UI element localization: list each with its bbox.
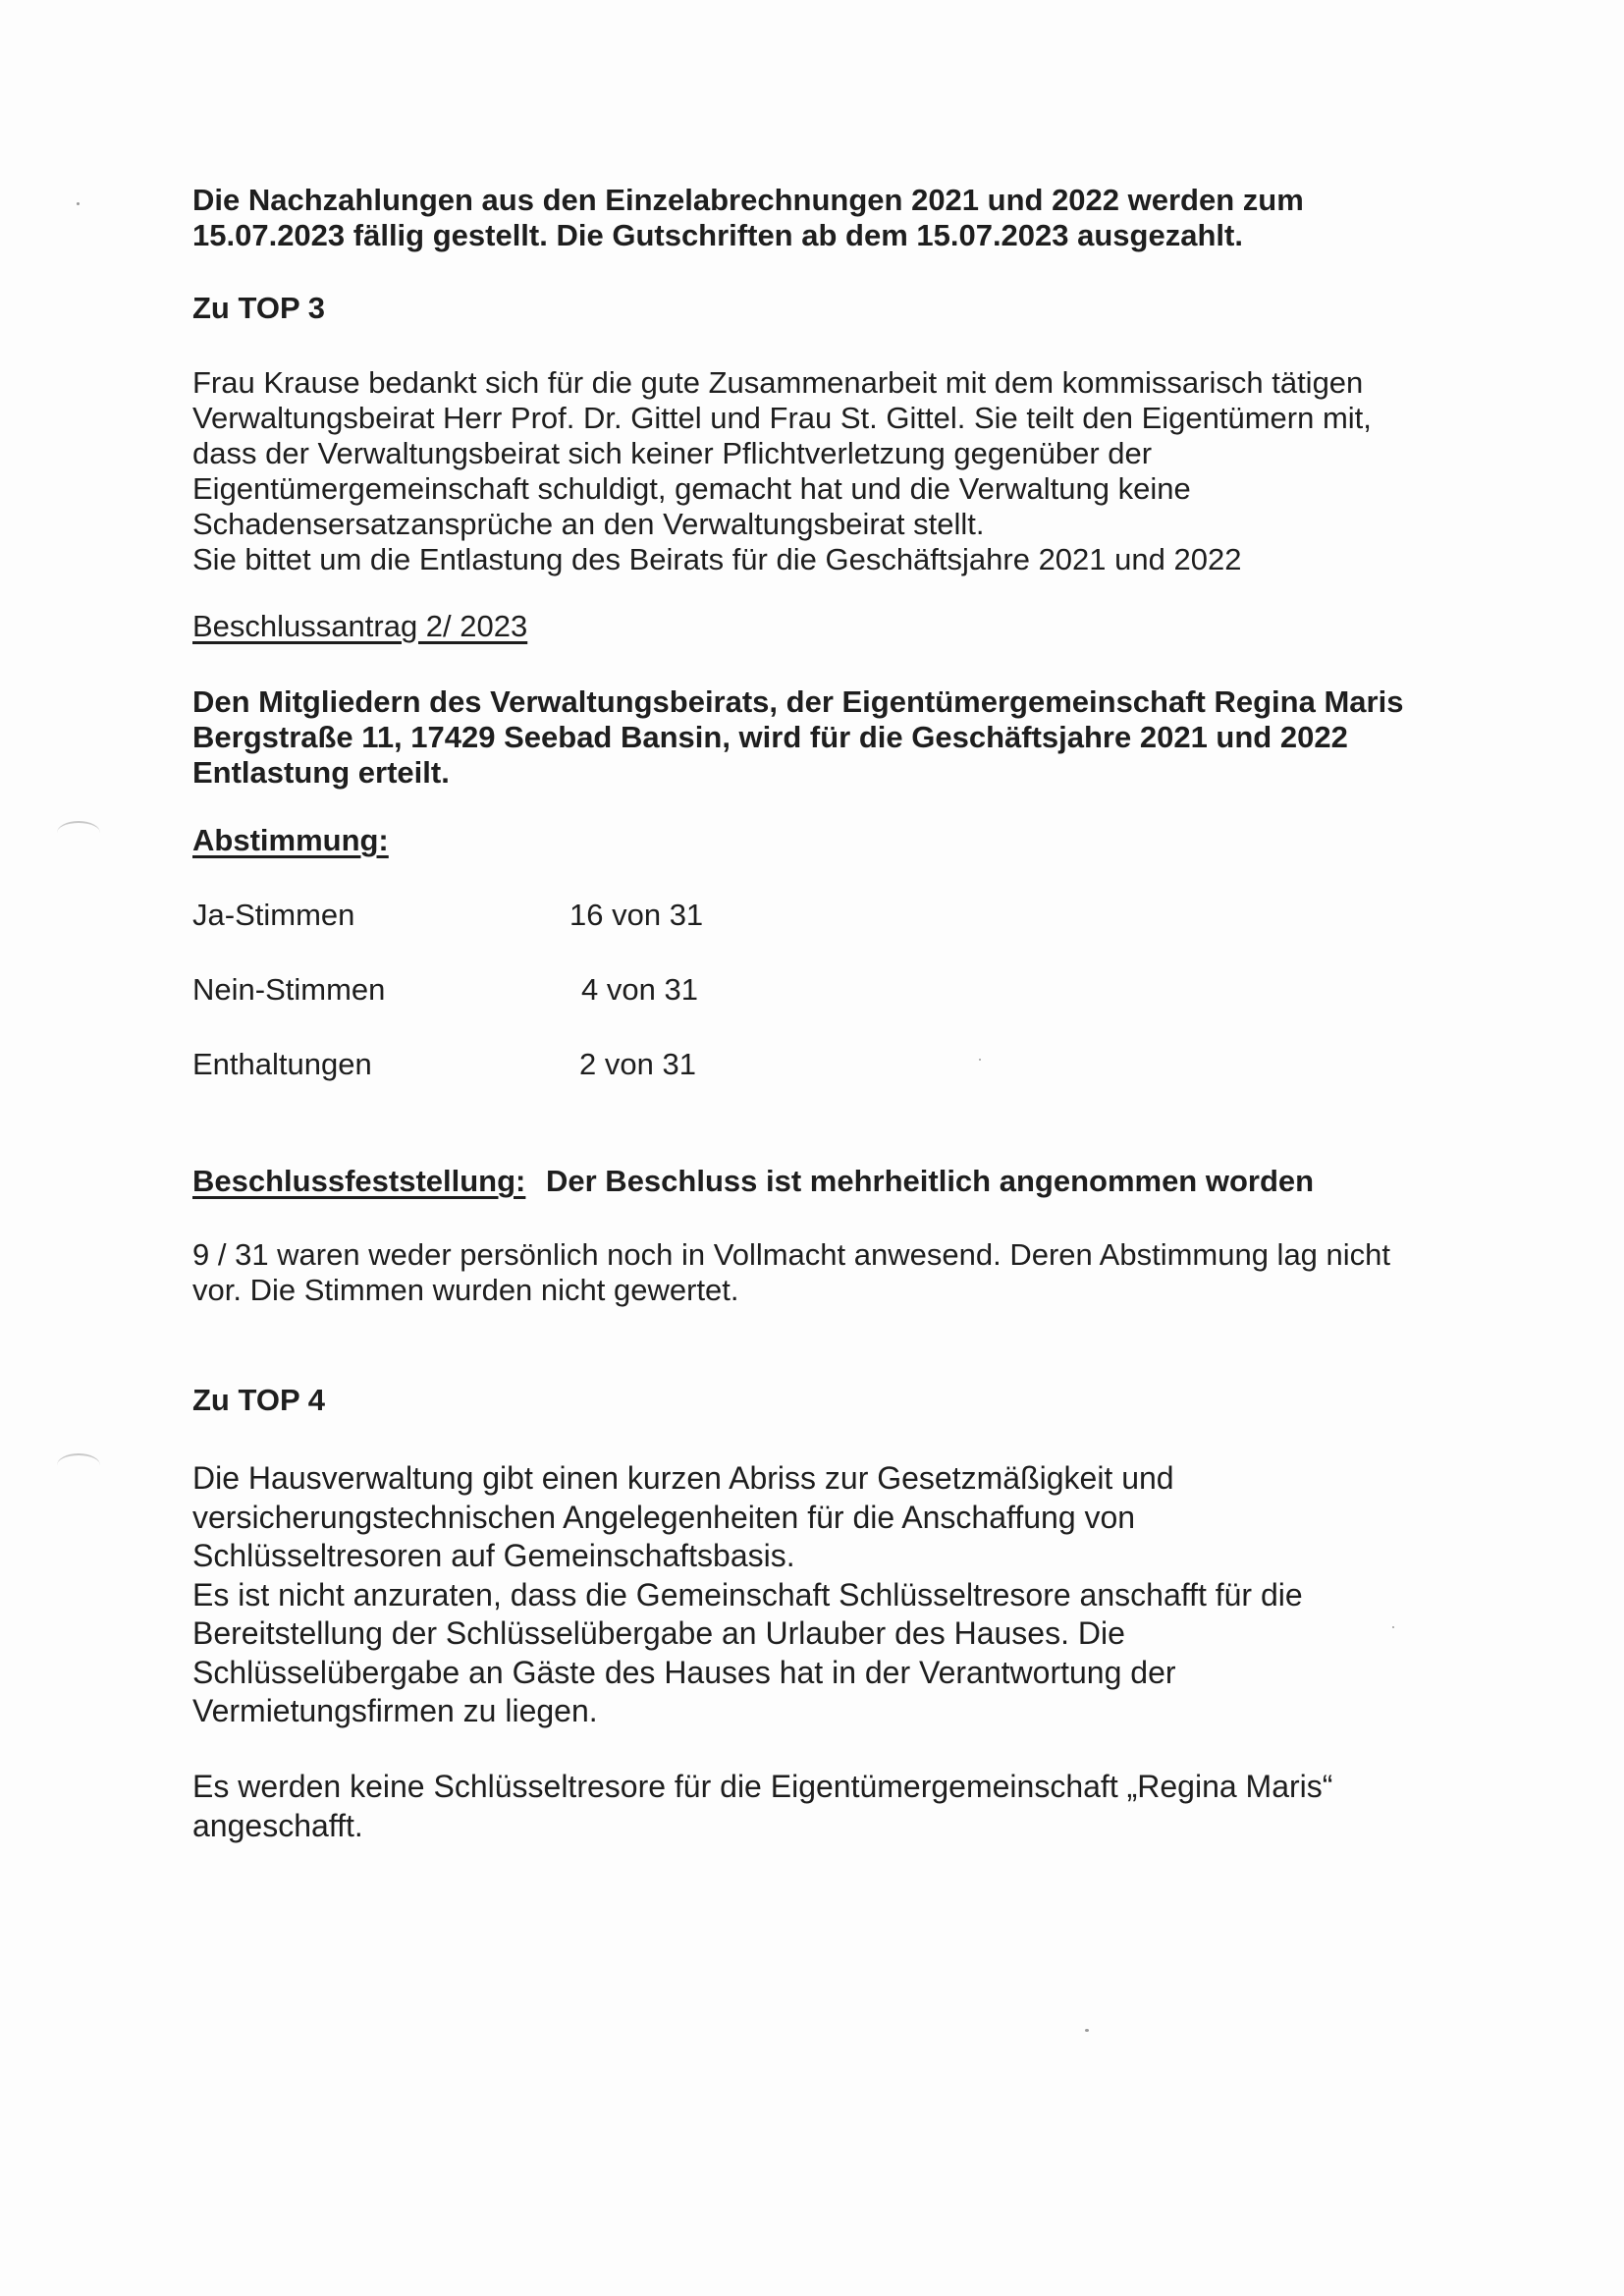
- intro-line: 15.07.2023 fällig gestellt. Die Gutschriften ab dem 15.07.2023 ausgezahlt.: [192, 218, 1243, 252]
- motion-line: Den Mitgliedern des Verwaltungsbeirats, der Eigentümergemeinschaft Regina Maris: [192, 684, 1404, 719]
- top4-line: versicherungstechnischen Angelegenheiten für die Anschaffung von: [192, 1499, 1136, 1535]
- top3-line: Verwaltungsbeirat Herr Prof. Dr. Gittel und Frau St. Gittel. Sie teilt den Eigentümern mit,: [192, 401, 1372, 435]
- motion-label: Beschlussantrag 2/ 2023: [192, 609, 528, 643]
- vote-heading: Abstimmung:: [192, 823, 389, 857]
- top3-line: dass der Verwaltungsbeirat sich keiner Pflichtverletzung gegenüber der: [192, 436, 1153, 470]
- scan-speck: [1085, 2029, 1089, 2032]
- vote-count: 4 von 31: [581, 972, 698, 1007]
- scan-speck: [979, 1059, 981, 1061]
- motion-line: Bergstraße 11, 17429 Seebad Bansin, wird für die Geschäftsjahre 2021 und 2022: [192, 720, 1348, 754]
- top4-line: Schlüsseltresoren auf Gemeinschaftsbasis.: [192, 1538, 795, 1573]
- top4-heading: Zu TOP 4: [192, 1383, 325, 1417]
- top3-line: Sie bittet um die Entlastung des Beirats für die Geschäftsjahre 2021 und 2022: [192, 542, 1242, 576]
- result-text: Der Beschluss ist mehrheitlich angenommen worden: [546, 1164, 1315, 1198]
- top4-paragraph: [192, 1459, 1439, 1731]
- vote-label: Ja-Stimmen: [192, 898, 355, 932]
- motion-line: Entlastung erteilt.: [192, 755, 450, 790]
- top4-conclusion: [192, 1768, 1439, 1845]
- top4-line: Vermietungsfirmen zu liegen.: [192, 1693, 598, 1728]
- conclusion-line: angeschafft.: [192, 1807, 363, 1843]
- top3-paragraph: [192, 365, 1439, 577]
- absence-line: vor. Die Stimmen wurden nicht gewertet.: [192, 1273, 739, 1307]
- vote-count: 2 von 31: [579, 1047, 696, 1081]
- top4-line: Schlüsselübergabe an Gäste des Hauses hat in der Verantwortung der: [192, 1654, 1176, 1690]
- vote-label: Enthaltungen: [192, 1047, 372, 1081]
- conclusion-line: Es werden keine Schlüsseltresore für die Eigentümergemeinschaft „Regina Maris“: [192, 1769, 1333, 1804]
- scan-margin-mark: [57, 821, 100, 845]
- intro-line: Die Nachzahlungen aus den Einzelabrechnungen 2021 und 2022 werden zum: [192, 183, 1304, 217]
- result-label: Beschlussfeststellung:: [192, 1164, 526, 1198]
- absence-line: 9 / 31 waren weder persönlich noch in Vollmacht anwesend. Deren Abstimmung lag nicht: [192, 1237, 1391, 1272]
- top3-heading: Zu TOP 3: [192, 291, 325, 325]
- top4-line: Es ist nicht anzuraten, dass die Gemeinschaft Schlüsseltresore anschafft für die: [192, 1576, 1303, 1613]
- top3-line: Schadensersatzansprüche an den Verwaltungsbeirat stellt.: [192, 507, 985, 541]
- top4-line: Die Hausverwaltung gibt einen kurzen Abriss zur Gesetzmäßigkeit und: [192, 1460, 1174, 1496]
- top4-line: Bereitstellung der Schlüsselübergabe an Urlauber des Hauses. Die: [192, 1615, 1125, 1651]
- vote-count: 16 von 31: [569, 898, 704, 932]
- result-statement: [192, 1164, 1439, 1199]
- vote-label: Nein-Stimmen: [192, 972, 386, 1007]
- top3-line: Frau Krause bedankt sich für die gute Zusammenarbeit mit dem kommissarisch tätigen: [192, 365, 1364, 400]
- absence-note: [192, 1237, 1439, 1308]
- top3-line: Eigentümergemeinschaft schuldigt, gemacht hat und die Verwaltung keine: [192, 471, 1191, 506]
- scan-speck: [77, 202, 80, 205]
- intro-paragraph: [192, 183, 1439, 253]
- scan-margin-mark: [57, 1453, 100, 1477]
- motion-text: [192, 684, 1439, 791]
